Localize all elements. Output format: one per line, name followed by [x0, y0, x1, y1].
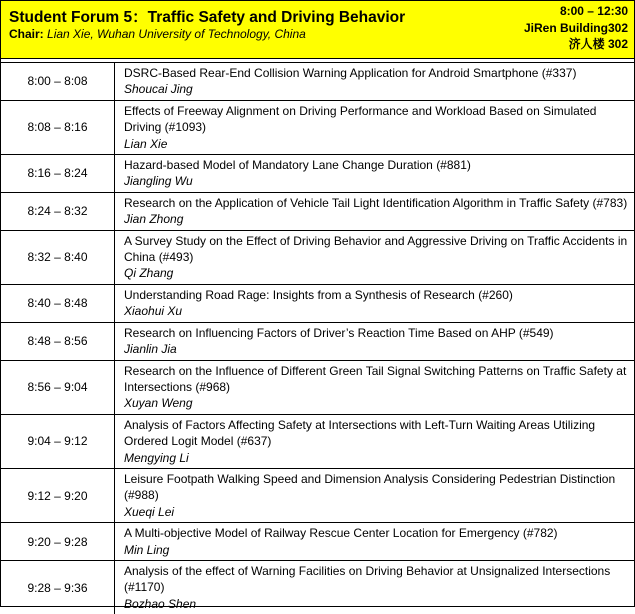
paper-title: Analysis of the effect of Warning Facilities on Driving Behavior at Unsignalized Intersections (#1170) — [124, 563, 611, 595]
table-row — [1, 415, 634, 469]
talk-time: 9:04 – 9:12 — [1, 415, 115, 468]
forum-title: Student Forum 5：Traffic Safety and Driving Behavior — [9, 9, 406, 26]
talk-content — [115, 285, 634, 322]
paper-author: Jiangling Wu — [124, 174, 193, 189]
paper-author: Jianlin Jia — [124, 342, 177, 357]
table-row — [1, 561, 634, 614]
paper-author: Jian Zhong — [124, 212, 184, 227]
paper-title: Effects of Freeway Alignment on Driving Performance and Workload Based on Simulated Driving (#1093) — [124, 103, 597, 135]
table-row — [1, 361, 634, 415]
paper-title: Hazard-based Model of Mandatory Lane Change Duration (#881) — [124, 158, 471, 173]
talk-content — [115, 323, 634, 360]
paper-title: A Multi-objective Model of Railway Rescue Center Location for Emergency (#782) — [124, 526, 558, 541]
talk-time: 9:28 – 9:36 — [1, 561, 115, 614]
talk-content — [115, 415, 634, 468]
forum-header — [1, 1, 634, 59]
talk-time: 8:56 – 9:04 — [1, 361, 115, 414]
talk-content — [115, 155, 634, 192]
session-meta — [524, 3, 628, 53]
paper-title: Analysis of Factors Affecting Safety at Intersections with Left-Turn Waiting Areas Utilizing Ordered Logit Model (#637) — [124, 417, 596, 449]
talk-content — [115, 561, 634, 614]
talk-content — [115, 469, 634, 522]
paper-author: Min Ling — [124, 542, 170, 557]
talk-time: 8:16 – 8:24 — [1, 155, 115, 192]
paper-author: Mengying Li — [124, 450, 189, 465]
chair-label: Chair: — [9, 27, 44, 41]
talk-content — [115, 101, 634, 154]
paper-title: Research on the Influence of Different Green Tail Signal Switching Patterns on Traffic Safety at Intersections (#968) — [124, 363, 627, 394]
talk-content — [115, 193, 634, 230]
paper-author: Xueqi Lei — [124, 504, 175, 519]
paper-title: Research on Influencing Factors of Driver’s Reaction Time Based on AHP (#549) — [124, 325, 554, 340]
table-row — [1, 469, 634, 523]
table-row — [1, 231, 634, 285]
paper-title: DSRC-Based Rear-End Collision Warning Application for Android Smartphone (#337) — [124, 66, 577, 80]
table-row — [1, 63, 634, 101]
paper-title: A Survey Study on the Effect of Driving Behavior and Aggressive Driving on Traffic Accidents in China (#493) — [124, 233, 628, 265]
table-row — [1, 155, 634, 193]
session-table — [1, 63, 634, 614]
talk-content — [115, 361, 634, 414]
talk-content — [115, 231, 634, 284]
talk-time: 8:48 – 8:56 — [1, 323, 115, 360]
table-row — [1, 101, 634, 155]
paper-author: Xuyan Weng — [124, 396, 193, 411]
chair-line — [9, 27, 306, 41]
paper-author: Shoucai Jing — [124, 82, 193, 97]
session-time: 8:00 – 12:30 — [559, 4, 628, 18]
talk-time: 8:40 – 8:48 — [1, 285, 115, 322]
paper-title: Research on the Application of Vehicle Tail Light Identification Algorithm in Traffic Safety (#783) — [124, 195, 628, 210]
paper-author: Bozhao Shen — [124, 596, 197, 611]
talk-time: 8:00 – 8:08 — [1, 63, 115, 100]
talk-content — [115, 63, 634, 100]
paper-author: Xiaohui Xu — [124, 304, 183, 319]
table-row — [1, 285, 634, 323]
talk-time: 9:12 – 9:20 — [1, 469, 115, 522]
table-row — [1, 523, 634, 561]
paper-title: Understanding Road Rage: Insights from a Synthesis of Research (#260) — [124, 287, 513, 302]
table-row — [1, 193, 634, 231]
talk-time: 9:20 – 9:28 — [1, 523, 115, 560]
talk-time: 8:08 – 8:16 — [1, 101, 115, 154]
paper-title: Leisure Footpath Walking Speed and Dimension Analysis Considering Pedestrian Distinction (#988) — [124, 471, 616, 503]
talk-content — [115, 523, 634, 560]
talk-time: 8:32 – 8:40 — [1, 231, 115, 284]
table-row — [1, 323, 634, 361]
session-room: JiRen Building302 — [523, 20, 628, 35]
talk-time: 8:24 – 8:32 — [1, 193, 115, 230]
chair-value: Lian Xie, Wuhan University of Technology, China — [47, 27, 306, 41]
paper-author: Qi Zhang — [124, 266, 174, 281]
session-room-cn: 济人楼 302 — [568, 37, 628, 51]
paper-author: Lian Xie — [124, 136, 168, 151]
